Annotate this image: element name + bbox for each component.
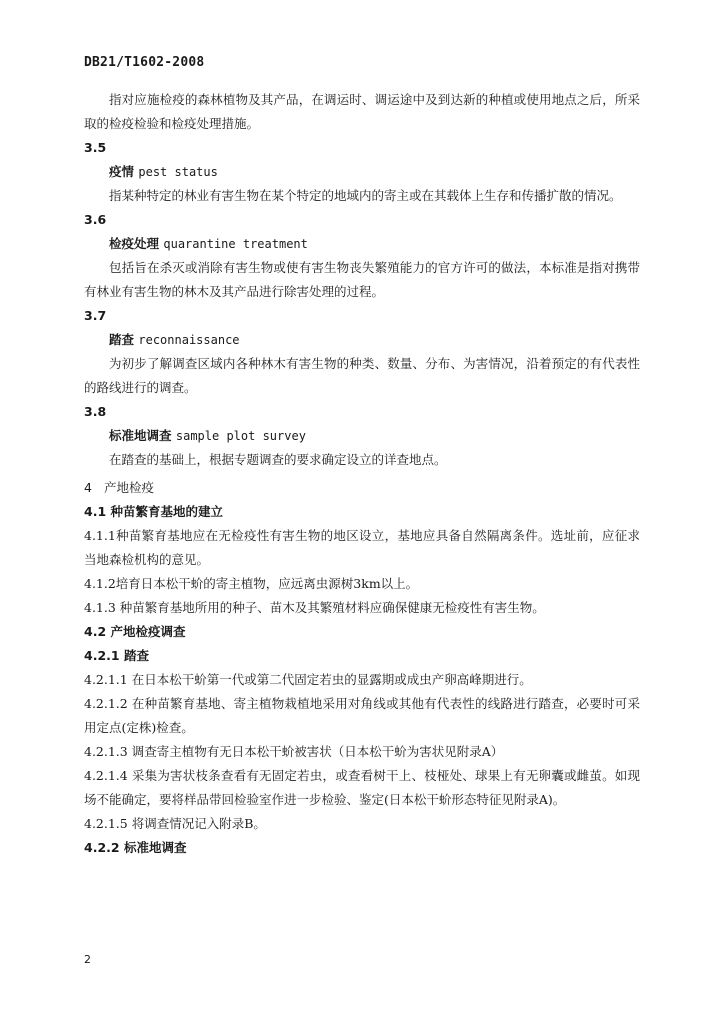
section-title: 产地检疫 [103,480,154,495]
intro-paragraph: 指对应施检疫的森林植物及其产品，在调运时、调运途中及到达新的种植或使用地点之后，所采取的检疫检验和检疫处理措施。 [84,92,640,131]
term-zh: 疫情 [109,164,135,179]
page-number: 2 [84,953,91,966]
term-definition: 为初步了解调查区域内各种林木有害生物的种类、数量、分布、为害情况，沿着预定的有代表性的路线进行的调查。 [84,356,640,395]
clause-text: 4.1.3 种苗繁育基地所用的种子、苗木及其繁殖材料应确保健康无检疫性有害生物。 [84,600,545,615]
section-number: 4 [84,480,92,495]
term-en: reconnaissance [138,333,240,347]
term-heading [84,232,640,256]
clause-text: 4.2.1.5 将调查情况记入附录B。 [84,816,266,831]
clause-text: 4.2.1.1 在日本松干蚧第一代或第二代固定若虫的显露期或成虫产卵高峰期进行。 [84,672,532,687]
clause-text: 4.2.1.2 在种苗繁育基地、寄主植物栽植地采用对角线或其他有代表性的线路进行踏查，必要时可采用定点(定株)检查。 [84,696,640,735]
term-definition: 在踏查的基础上，根据专题调查的要求确定设立的详查地点。 [109,452,447,467]
term-heading [84,328,640,352]
term-en: quarantine treatment [163,237,308,251]
clause-text: 4.1.2培育日本松干蚧的寄主植物，应远离虫源树3km以上。 [84,576,419,591]
term-en: sample plot survey [175,429,306,443]
term-number: 3.8 [84,404,107,419]
term-zh: 踏查 [109,332,135,347]
subsection-heading: 4.1 种苗繁育基地的建立 [84,504,223,519]
term-heading [84,160,640,184]
subsubsection-heading: 4.2.2 标准地调查 [84,840,187,855]
subsubsection-heading: 4.2.1 踏查 [84,648,149,663]
term-en: pest status [138,165,218,179]
term-number: 3.6 [84,212,107,227]
clause-text: 4.2.1.4 采集为害状枝条查看有无固定若虫，或查看树干上、枝桠处、球果上有无卵囊或雌茧。如现场不能确定，要将样品带回检验室作进一步检验、鉴定(日本松干蚧形态特征见附录A)。 [84,768,640,807]
term-number: 3.7 [84,308,107,323]
document-id: DB21/T1602-2008 [84,55,205,70]
clause-text: 4.2.1.3 调查寄主植物有无日本松干蚧被害状（日本松干蚧为害状见附录A） [84,744,504,759]
clause-text: 4.1.1种苗繁育基地应在无检疫性有害生物的地区设立，基地应具备自然隔离条件。选址前，应征求当地森检机构的意见。 [84,528,640,567]
term-zh: 检疫处理 [109,236,160,251]
term-zh: 标准地调查 [109,428,172,443]
term-definition: 指某种特定的林业有害生物在某个特定的地域内的寄主或在其载体上生存和传播扩散的情况。 [109,188,622,203]
term-number: 3.5 [84,140,107,155]
term-definition: 包括旨在杀灭或消除有害生物或使有害生物丧失繁殖能力的官方许可的做法，本标准是指对携带有林业有害生物的林木及其产品进行除害处理的过程。 [84,260,640,299]
term-heading [84,424,640,448]
section-heading [84,476,640,500]
document-body [84,88,640,860]
subsection-heading: 4.2 产地检疫调查 [84,624,186,639]
